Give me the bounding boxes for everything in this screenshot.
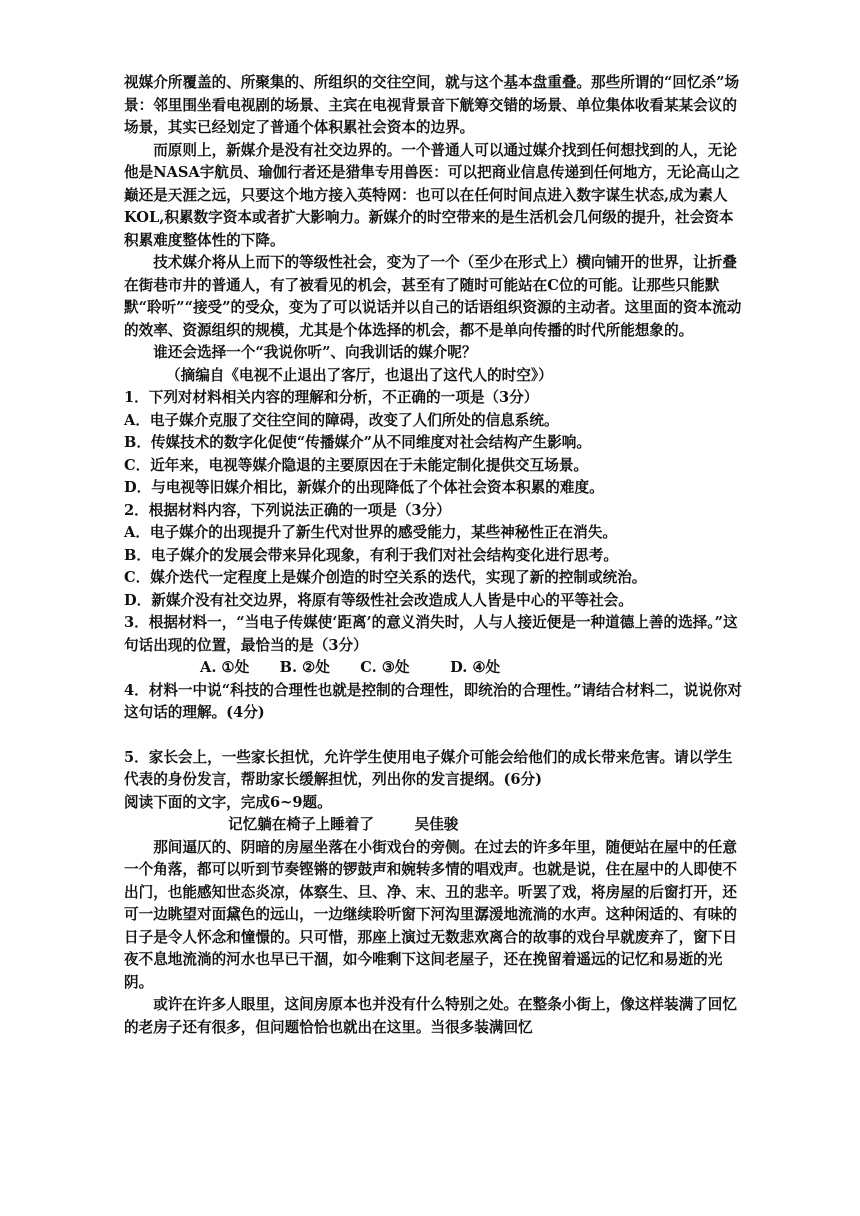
question-2-option-a: A．电子媒介的出现提升了新生代对世界的感受能力，某些神秘性正在消失。 (124, 524, 617, 541)
story-paragraph: 或许在许多人眼里，这间房原本也并没有什么特别之处。在整条小街上，像这样装满了回忆的老房子还有很多，但问题恰恰也就出在这里。当很多装满回忆 (124, 996, 737, 1036)
passage-paragraph: 技术媒介将从上而下的等级性社会，变为了一个（至少在形式上）横向铺开的世界，让折叠在街巷市井的普通人，有了被看见的机会，甚至有了随时可能站在C位的可能。让那些只能默默“聆听”“接受”的受众，变为了可以说话并以自己的话语组织资源的主动者。这里面的资本流动的效率、资源组织的规模，尤其是个体选择的机会，都不是单向传播的时代所能想象的。 (124, 254, 742, 339)
question-4-stem: 4．材料一中说“科技的合理性也就是控制的合理性，即统治的合理性。”请结合材料二，说说你对这句话的理解。(4分) (124, 681, 742, 721)
question-1-stem: 1．下列对材料相关内容的理解和分析，不正确的一项是（3分） (124, 389, 539, 406)
question-1-option-a: A．电子媒介克服了交往空间的障碍，改变了人们所处的信息系统。 (124, 411, 559, 429)
question-2-option-d: D．新媒介没有社交边界，将原有等级性社会改造成人人皆是中心的平等社会。 (124, 591, 633, 609)
reading-instruction: 阅读下面的文字，完成6~9题。 (124, 793, 332, 811)
passage-paragraph: 视媒介所覆盖的、所聚集的、所组织的交往空间，就与这个基本盘重叠。那些所谓的“回忆杀”场景：邻里围坐看电视剧的场景、主宾在电视背景音下觥筹交错的场景、单位集体收看某某会议的场景，其实已经划定了普通个体积累社会资本的边界。 (124, 74, 740, 136)
question-3-stem: 3．根据材料一，“当电子传媒使‘距离’的意义消失时，人与人接近便是一种道德上善的选择。”这句话出现的位置，最恰当的是（3分） (124, 614, 738, 654)
story-paragraph: 那间逼仄的、阴暗的房屋坐落在小街戏台的旁侧。在过去的许多年里，随便站在屋中的任意一个角落，都可以听到节奏铿锵的锣鼓声和婉转多情的唱戏声。也就是说，住在屋中的人即使不出门，也能感知世态炎凉，体察生、旦、净、末、丑的悲辛。听罢了戏，将房屋的后窗打开，还可一边眺望对面黛色的远山，一边继续聆听窗下河沟里潺湲地流淌的水声。这种闲适的、有味的日子是令人怀念和憧憬的。只可惜，那座上演过无数悲欢离合的故事的戏台早就废弃了，窗下日夜不息地流淌的河水也早已干涸，如今唯剩下这间老屋子，还在挽留着遥远的记忆和易逝的光阴。 (124, 838, 737, 991)
question-2-stem: 2．根据材料内容，下列说法正确的一项是（3分） (124, 501, 451, 519)
question-2-option-b: B．电子媒介的发展会带来异化现象，有利于我们对社会结构变化进行思考。 (124, 546, 618, 564)
story-author: 吴佳骏 (414, 816, 459, 833)
passage-source: （摘编自《电视不止退出了客厅，也退出了这代人的时空》） (166, 366, 553, 384)
question-1-option-c: C．近年来，电视等媒介隐退的主要原因在于未能定制化提供交互场景。 (124, 456, 589, 474)
question-1-option-b: B．传媒技术的数字化促使“传播媒介”从不同维度对社会结构产生影响。 (124, 434, 591, 451)
story-title: 记忆躺在椅子上睡着了 (228, 816, 374, 833)
question-5-stem: 5．家长会上，一些家长担忧，允许学生使用电子媒介可能会给他们的成长带来危害。请以学生代表的身份发言，帮助家长缓解担忧，列出你的发言提纲。(6分) (124, 748, 733, 788)
document-page (124, 72, 742, 1039)
passage-paragraph: 谁还会选择一个“我说你听”、向我训话的媒介呢？ (153, 344, 477, 361)
question-3-options: A. ①处 B. ②处 C. ③处 D. ④处 (200, 659, 501, 676)
answer-space (124, 725, 742, 747)
question-2-option-c: C．媒介迭代一定程度上是媒介创造的时空关系的迭代，实现了新的控制或统治。 (124, 569, 647, 586)
question-1-option-d: D．与电视等旧媒介相比，新媒介的出现降低了个体社会资本积累的难度。 (124, 479, 604, 496)
story-title-line (124, 814, 742, 837)
passage-paragraph: 而原则上，新媒介是没有社交边界的。一个普通人可以通过媒介找到任何想找到的人，无论他是NASA宇航员、瑜伽行者还是猎隼专用兽医：可以把商业信息传递到任何地方，无论高山之巅还是天涯之远，只要这个地方接入英特网：也可以在任何时间点进入数字谋生状态,成为素人KOL,积累数字资本或者扩大影响力。新媒介的时空带来的是生活机会几何级的提升，社会资本积累难度整体性的下降。 (124, 141, 740, 249)
